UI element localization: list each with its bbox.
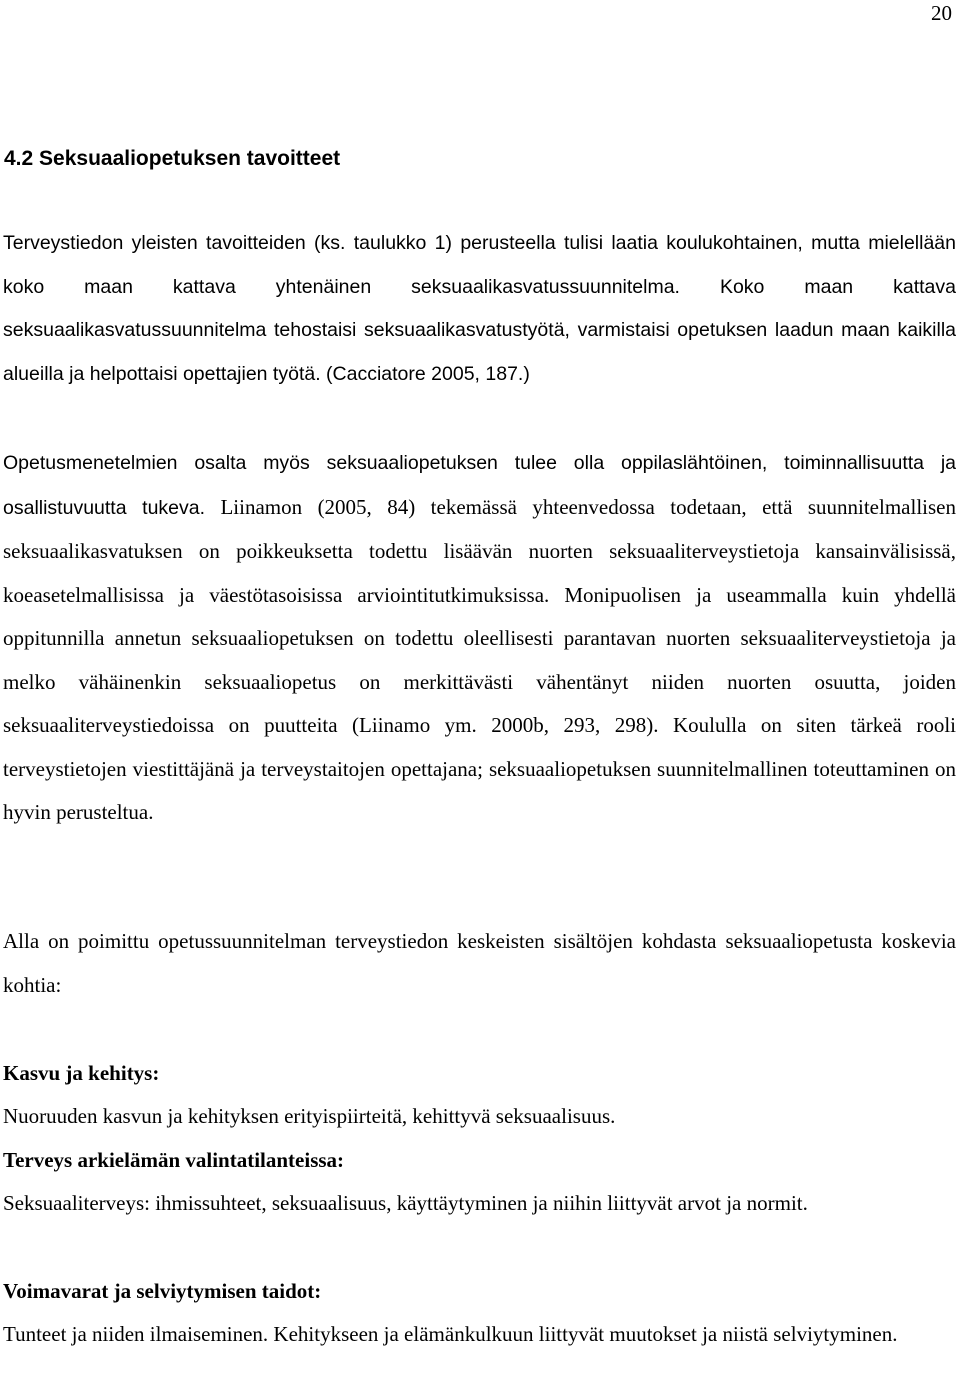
item-text-health-choices: Seksuaaliterveys: ihmissuhteet, seksuaalisuus, käyttäytyminen ja niihin liittyvät arvot ja normit. — [3, 1191, 808, 1215]
subheading-growth: Kasvu ja kehitys: — [3, 1061, 160, 1085]
paragraph-intro: Terveystiedon yleisten tavoitteiden (ks. taulukko 1) perusteella tulisi laatia koulukohtainen, mutta mielellään koko maan kattava yhtenäinen seksuaalikasvatussuunnitelma. Koko maan kattava seksuaalikasvatussuunnitelma tehostaisi seksuaalikasvatustyötä, varmistaisi opetuksen laadun maan kaikilla alueilla ja helpottaisi opettajien työtä. (Cacciatore 2005, 187.) — [3, 232, 956, 385]
paragraph-curriculum-intro: Alla on poimittu opetussuunnitelman terveystiedon keskeisten sisältöjen kohdasta seksuaaliopetusta koskevia kohtia: — [3, 929, 956, 997]
item-text-growth: Nuoruuden kasvun ja kehityksen erityispiirteitä, kehittyvä seksuaalisuus. — [3, 1104, 616, 1128]
subheading-health-choices: Terveys arkielämän valintatilanteissa: — [3, 1148, 345, 1172]
paragraph-methods-lead: Opetusmenetelmien osalta myös seksuaaliopetuksen tulee olla oppilaslähtöinen, toiminnallisuutta ja osallistuvuutta tukeva. — [3, 452, 956, 519]
item-text-resources: Tunteet ja niiden ilmaiseminen. Kehitykseen ja elämänkulkuun liittyvät muutokset ja niistä selviytyminen. — [3, 1322, 898, 1346]
page-number: 20 — [931, 1, 952, 25]
paragraph-methods-body: Liinamon (2005, 84) tekemässä yhteenvedossa todetaan, että suunnitelmallisen seksuaalikasvatuksen on poikkeuksetta todettu lisäävän nuorten seksuaaliterveystietoja kansainvälisissä, koeasetelmallisissa ja väestötasoisissa arviointitutkimuksissa. Monipuolisen ja useammalla kuin yhdellä oppitunnilla annetun seksuaaliopetuksen on todettu oleellisesti parantavan nuorten seksuaaliterveystietoja ja melko vähäinenkin seksuaaliopetus on merkittävästi vähentänyt niiden nuorten osuutta, joiden seksuaaliterveystiedoissa on puutteita (Liinamo ym. 2000b, 293, 298). Koululla on siten tärkeä rooli terveystietojen viestittäjänä ja terveystaitojen opettajana; seksuaaliopetuksen suunnitelmallinen toteuttaminen on hyvin perusteltua. — [3, 494, 956, 824]
paragraph-methods — [3, 441, 956, 835]
section-heading: 4.2 Seksuaaliopetuksen tavoitteet — [4, 147, 341, 170]
subheading-resources: Voimavarat ja selviytymisen taidot: — [3, 1279, 322, 1303]
